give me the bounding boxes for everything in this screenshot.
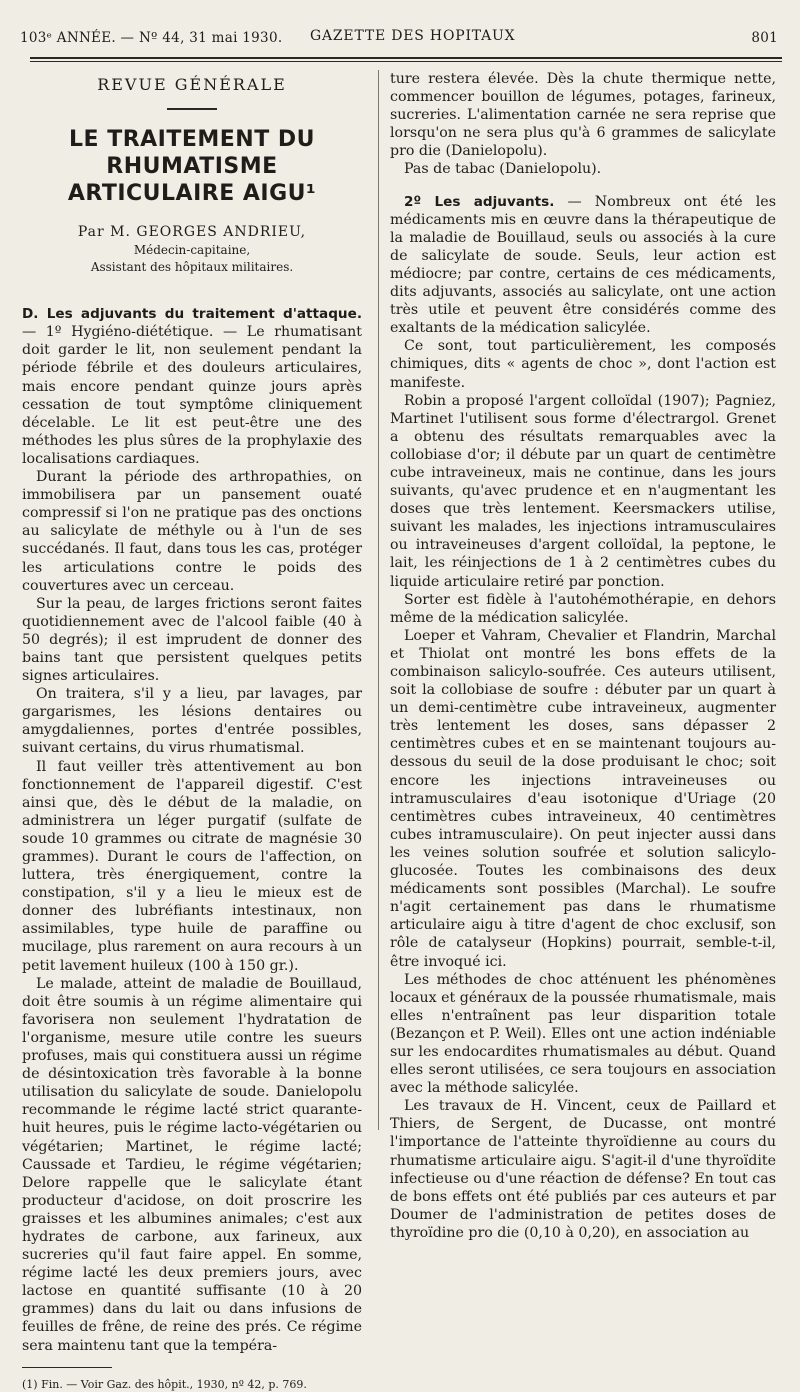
subsection-heading: 2º Les adjuvants. [404,193,555,210]
header-rule-thin [30,61,782,62]
article-title [22,126,362,207]
paragraph: Il faut veiller très attentivement au bon fonctionnement de l'appareil digestif. C'est ainsi que, dès le début de la maladie, on administrera un léger purgatif (sulfate de soude 10 grammes ou citrate de magnésie 30 grammes). Durant le cours de l'affection, on luttera, très énergiquement, contre la constipation, s'il y a lieu le mieux est de donner des lubréfiants intestinaux, non assimilables, type huile de paraffine ou mucilage, plus rarement on aura recours à un petit lavement huileux (100 à 150 gr.). [22,758,362,974]
subsection-heading: D. Les adjuvants du traitement d'attaque. [22,306,362,323]
paragraph: Sorter est fidèle à l'autohémothérapie, en dehors même de la médication salicylée. [390,591,776,626]
author-byline: Par M. GEORGES ANDRIEU, [77,224,307,241]
author-role: Médecin-capitaine, [133,243,251,258]
paragraph [390,193,776,338]
paragraph: Sur la peau, de larges frictions seront faites quotidiennement avec de l'alcool faible (40 à 50 degrés); il est imprudent de donner des bains tant que persistent quelques petits signes articulaires. [22,595,362,685]
paragraph: Loeper et Vahram, Chevalier et Flandrin, Marchal et Thiolat ont montré les bons effets de la combinaison salicylo-soufrée. Ces auteurs utilisent, soit la collobiase de soufre : débuter par un quart à un demi-centimètre cube intraveineux, augmenter très lentement les doses, sans dépasser 2 centimètres cubes et en se maintenant toujours au-dessous du seuil de la dose produisant le choc; soit encore les injections intraveineuses ou intramusculaires d'eau isotonique d'Uriage (20 centimètres cubes intraveineux, 40 centimètres cubes intramusculaire). On peut injecter aussi dans les veines solution soufrée et solution salicylo-glucosée. Toutes les combinaisons des deux médicaments sont possibles (Marchal). Le soufre n'agit certainement pas dans le rhumatisme articulaire aigu à titre d'agent de choc exclusif, son rôle de catalyseur (Hopkins) pourrait, semble-t-il, être invoqué ici. [390,627,776,970]
page-number: 801 [751,30,778,46]
paragraph: ture restera élevée. Dès la chute thermique nette, commencer bouillon de légumes, potages, farineux, sucreries. L'alimentation carnée ne sera reprise que lorsqu'on ne sera plus qu'à 6 grammes de salicylate pro die (Danielopolu). [390,71,776,160]
author-affiliation: Assistant des hôpitaux militaires. [90,260,294,275]
footnote: (1) Fin. — Voir Gaz. des hôpit., 1930, nº 42, p. 769. [22,1377,307,1391]
issue-info: 103ᵉ ANNÉE. — Nº 44, 31 mai 1930. [20,30,283,46]
paragraph: Les travaux de H. Vincent, ceux de Paillard et Thiers, de Sergent, de Ducasse, ont montré l'importance de l'atteinte thyroïdienne au cours du rhumatisme articulaire aigu. S'agit-il d'une thyroïdite infectieuse ou d'une réaction de défense? En tout cas de bons effets ont été publiés par ces auteurs et par Doumer de l'administration de petites doses de thyroïdine pro die (0,10 à 0,20), en association au [390,1098,776,1241]
paragraph: Robin a proposé l'argent colloïdal (1907); Pagniez, Martinet l'utilisent sous forme d'électrargol. Grenet a obtenu des résultats remarquables avec la collobiase d'or; il débute par un quart de centimètre cube intraveineux, mais ne continue, dans les jours suivants, qu'avec prudence et en n'augmentant les doses que très lentement. Keersmackers utilise, suivant les malades, les injections intramusculaires ou intraveineuses d'argent colloïdal, la peptone, le lait, les réinjections de 1 à 2 centimètres cubes du liquide articulaire retiré par ponction. [390,392,776,590]
header-rule [30,57,782,59]
left-column [22,68,362,1392]
article-title-line1: LE TRAITEMENT DU RHUMATISME [68,127,316,180]
right-column [390,70,776,1242]
running-head [20,26,778,48]
paragraph: On traitera, s'il y a lieu, par lavages, par gargarismes, les lésions dentaires ou amygdaliennes, portes d'entrée possibles, suivant certains, du virus rhumatismal. [22,686,362,757]
section-rule [167,108,217,110]
paragraph [22,305,362,468]
paragraph: Ce sont, tout particulièrement, les composés chimiques, dits « agents de choc », dont l'action est manifeste. [390,338,776,391]
footnote-rule [22,1367,112,1368]
paragraph: Durant la période des arthropathies, on immobilisera par un pansement ouaté compressif si l'on ne pratique pas des onctions au salicylate de méthyle ou à l'un de ses succédanés. Il faut, dans tous les cas, protéger les articulations contre le poids des couvertures avec un cerceau. [22,469,362,594]
paragraph: Pas de tabac (Danielopolu). [404,161,602,178]
section-label: REVUE GÉNÉRALE [97,75,287,94]
paragraph-text: — 1º Hygiéno-diététique. — Le rhumatisant doit garder le lit, non seulement pendant la période fébrile et des douleurs articulaires, mais encore pendant quinze jours après cessation de tout symptôme cliniquement décelable. Le lit est peut-être une des méthodes les plus sûres de la prophylaxie des localisations cardiaques. [22,324,362,467]
paragraph: Le malade, atteint de maladie de Bouillaud, doit être soumis à un régime alimentaire qui favorisera non seulement l'hydratation de l'organisme, mesure utile contre les sueurs profuses, mais qui constituera aussi un régime de désintoxication très favorable à la bonne utilisation du salicylate de soude. Danielopolu recommande le régime lacté strict quarante-huit heures, puis le régime lacto-végétarien ou végétarien; Martinet, le régime lacté; Caussade et Tardieu, le régime végétarien; Delore rappelle que le salicylate étant producteur d'acidose, on doit proscrire les graisses et les albumines animales; c'est aux hydrates de carbone, aux farineux, aux sucreries qu'il faut faire appel. En somme, régime lacté les deux premiers jours, avec lactose en quantité suffisante (10 à 20 grammes) dans du lait ou dans infusions de feuilles de frêne, de reine des prés. Ce régime sera maintenu tant que la tempéra- [22,975,362,1354]
paragraph-text: — Nombreux ont été les médicaments mis en œuvre dans la thérapeutique de la maladie de Bouillaud, seuls ou associés à la cure de salicylate de soude. Seuls, leur action est médiocre; par contre, certains de ces médicaments, dits adjuvants, associés au salicylate, ont une action très utile et peuvent être considérés comme des exaltants de la médication salicylée. [390,193,776,337]
article-title-line2: ARTICULAIRE AIGU¹ [67,181,317,207]
column-divider [378,70,379,1130]
journal-title: GAZETTE DES HOPITAUX [310,28,516,44]
paragraph: Les méthodes de choc atténuent les phénomènes locaux et généraux de la poussée rhumatismale, mais elles n'entraînent pas leur disparition totale (Bezançon et P. Weil). Elles ont une action indéniable sur les endocardites rhumatismales au début. Quand elles seront utilisées, ce sera toujours en association avec la méthode salicylée. [390,971,776,1097]
